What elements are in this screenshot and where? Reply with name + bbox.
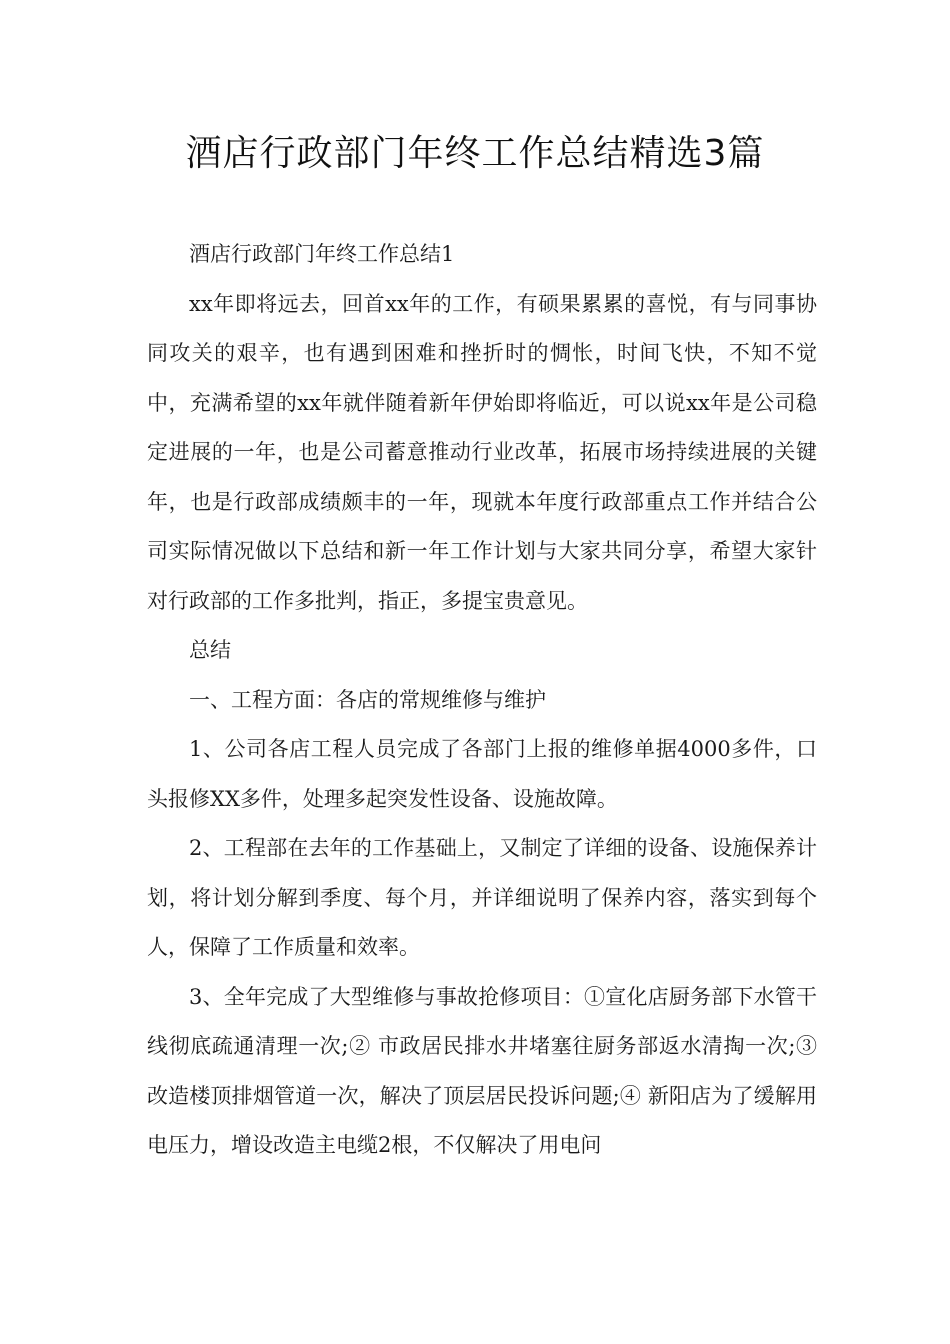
paragraph-item-3: 3、全年完成了大型维修与事故抢修项目：①宣化店厨务部下水管干线彻底疏通清理一次;② 市政居民排水井堵塞往厨务部返水清掏一次;③ 改造楼顶排烟管道一次，解决了顶层居民投诉问题;④ 新阳店为了缓解用电压力，增设改造主电缆2根，不仅解决了用电问 <box>147 984 817 1157</box>
paragraph-subtitle: 酒店行政部门年终工作总结1 <box>189 242 455 266</box>
paragraph-summary-heading: 总结 <box>189 638 231 662</box>
document-body <box>147 230 817 1171</box>
paragraph-item-1: 1、公司各店工程人员完成了各部门上报的维修单据4000多件，口头报修XX多件，处理多起突发性设备、设施故障。 <box>147 737 817 811</box>
paragraph-intro: xx年即将远去，回首xx年的工作，有硕果累累的喜悦，有与同事协同攻关的艰辛，也有遇到困难和挫折时的惆怅，时间飞快，不知不觉中，充满希望的xx年就伴随着新年伊始即将临近，可以说xx年是公司稳定进展的一年，也是公司蓄意推动行业改革，拓展市场持续进展的关键年，也是行政部成绩颇丰的一年，现就本年度行政部重点工作并结合公司实际情况做以下总结和新一年工作计划与大家共同分享，希望大家针对行政部的工作多批判，指正，多提宝贵意见。 <box>147 291 817 613</box>
document-title: 酒店行政部门年终工作总结精选3篇 <box>185 133 765 174</box>
paragraph-item-2: 2、工程部在去年的工作基础上，又制定了详细的设备、设施保养计划，将计划分解到季度、每个月，并详细说明了保养内容，落实到每个人，保障了工作质量和效率。 <box>147 836 817 959</box>
paragraph-section-heading: 一、工程方面：各店的常规维修与维护 <box>189 687 546 712</box>
